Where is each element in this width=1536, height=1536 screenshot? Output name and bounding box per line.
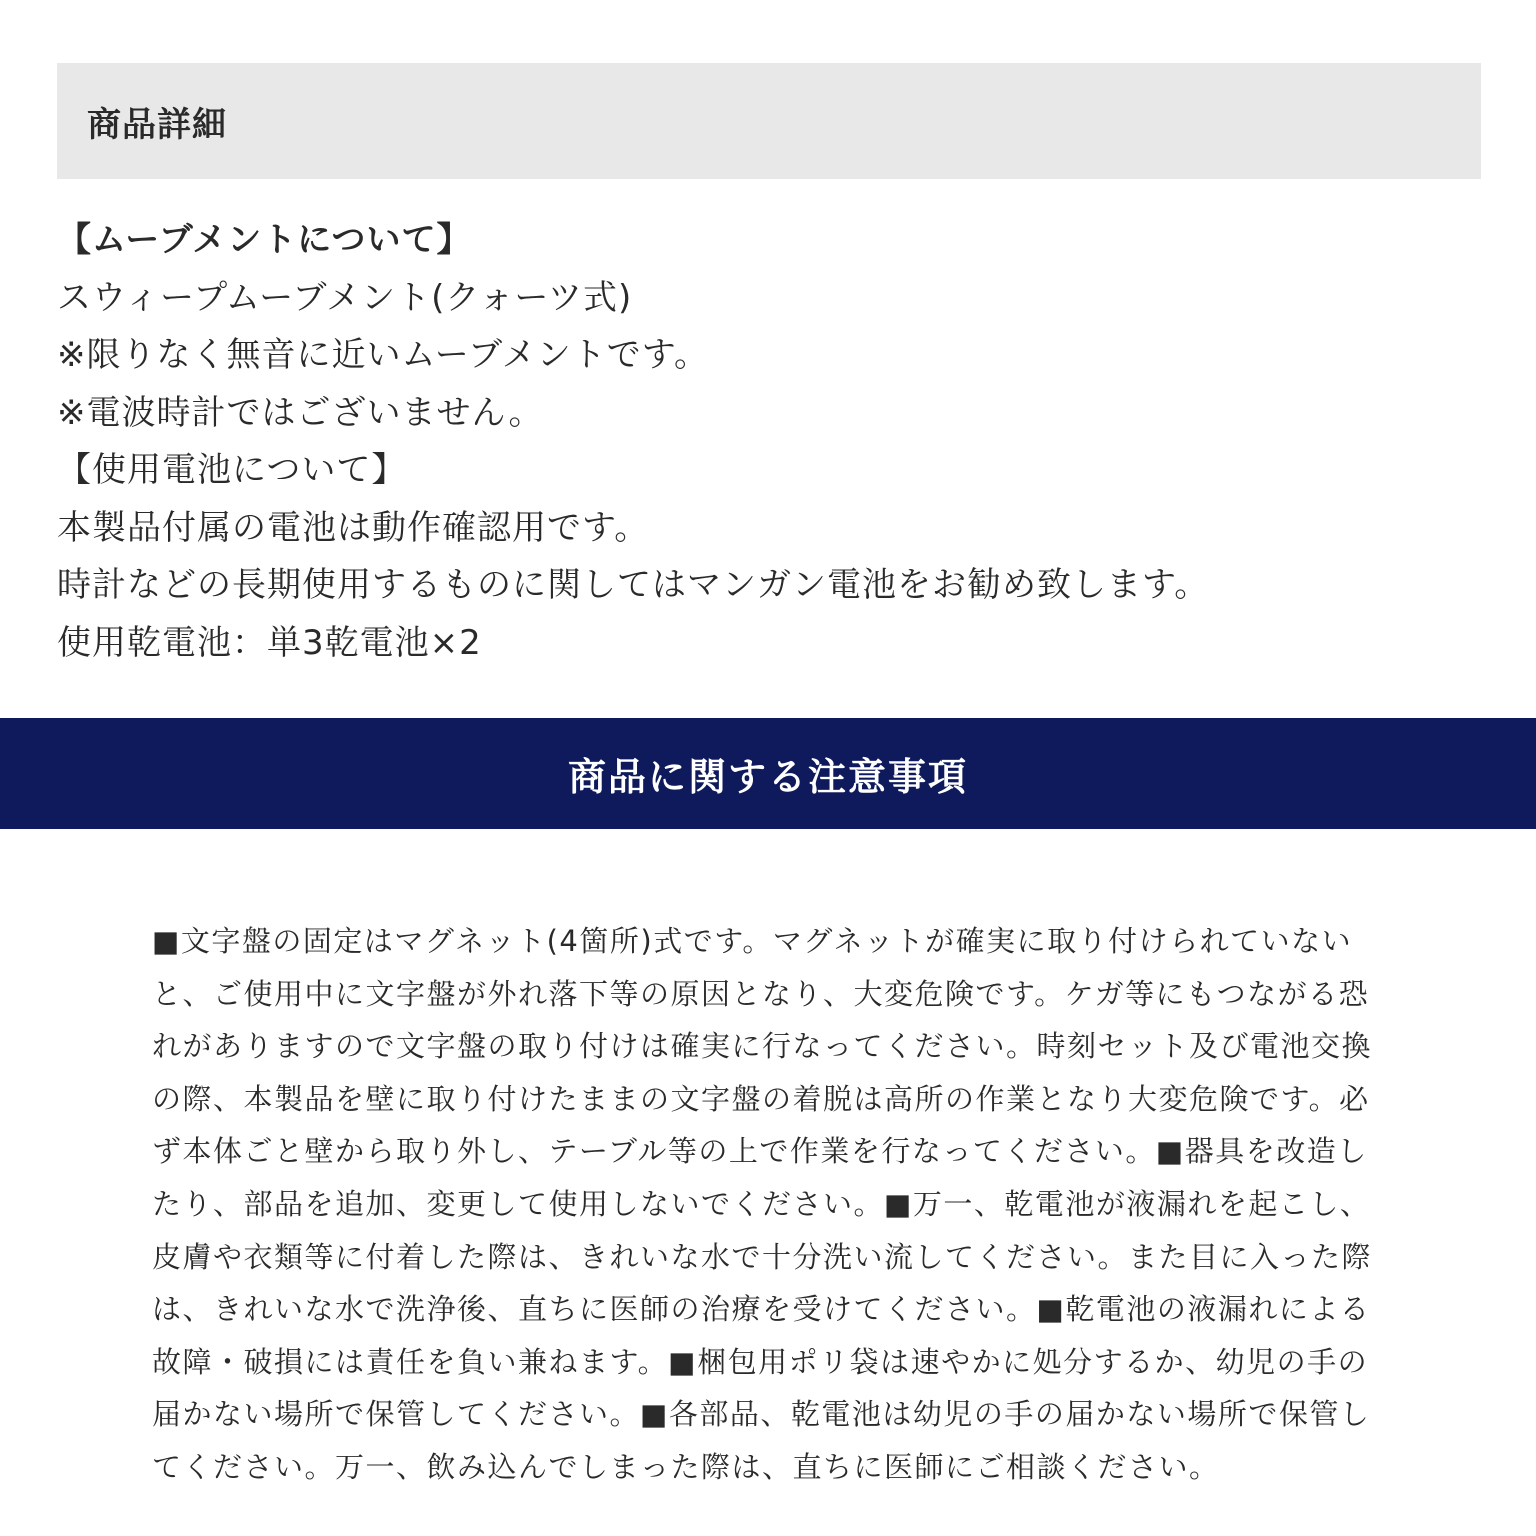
detail-line: 使用乾電池：単3乾電池×2 bbox=[57, 622, 482, 663]
notice-line: の際、本製品を壁に取り付けたままの文字盤の着脱は高所の作業となり大変危険です。必 bbox=[152, 1081, 1370, 1116]
detail-line: 時計などの長期使用するものに関してはマンガン電池をお勧め致します。 bbox=[57, 565, 1210, 605]
notice-line: ■文字盤の固定はマグネット(4箇所)式です。マグネットが確実に取り付けられていない bbox=[152, 924, 1353, 958]
notice-body bbox=[152, 915, 1392, 1494]
notice-line: 届かない場所で保管してください。■各部品、乾電池は幼児の手の届かない場所で保管し bbox=[152, 1397, 1371, 1432]
product-details-title: 商品詳細 bbox=[87, 104, 227, 145]
notice-title: 商品に関する注意事項 bbox=[567, 755, 968, 799]
detail-line: 【使用電池について】 bbox=[57, 450, 407, 490]
notice-banner bbox=[0, 718, 1536, 829]
notice-line: てください。万一、飲み込んでしまった際は、直ちに医師にご相談ください。 bbox=[152, 1449, 1220, 1484]
notice-line: 故障・破損には責任を負い兼ねます。■梱包用ポリ袋は速やかに処分するか、幼児の手の bbox=[152, 1344, 1369, 1379]
detail-line: 本製品付属の電池は動作確認用です。 bbox=[57, 507, 650, 548]
notice-line: は、きれいな水で洗浄後、直ちに医師の治療を受けてください。■乾電池の液漏れによる bbox=[152, 1292, 1371, 1327]
detail-line: ※限りなく無音に近いムーブメントです。 bbox=[57, 335, 710, 375]
product-details-header bbox=[57, 63, 1481, 179]
detail-line: ※電波時計ではございません。 bbox=[57, 392, 544, 433]
notice-line: れがありますので文字盤の取り付けは確実に行なってください。時刻セット及び電池交換 bbox=[152, 1029, 1373, 1064]
notice-line: 皮膚や衣類等に付着した際は、きれいな水で十分洗い流してください。また目に入った際 bbox=[152, 1239, 1373, 1274]
notice-line: ず本体ごと壁から取り外し、テーブル等の上で作業を行なってください。■器具を改造し bbox=[152, 1134, 1368, 1169]
detail-line: スウィープムーブメント(クォーツ式) bbox=[57, 277, 633, 318]
notice-line: と、ご使用中に文字盤が外れ落下等の原因となり、大変危険です。ケガ等にもつながる恐 bbox=[152, 976, 1370, 1011]
detail-line: 【ムーブメントについて】 bbox=[57, 220, 472, 260]
product-details-body bbox=[57, 212, 1481, 672]
notice-line: たり、部品を追加、変更して使用しないでください。■万一、乾電池が液漏れを起こし、 bbox=[152, 1186, 1371, 1221]
